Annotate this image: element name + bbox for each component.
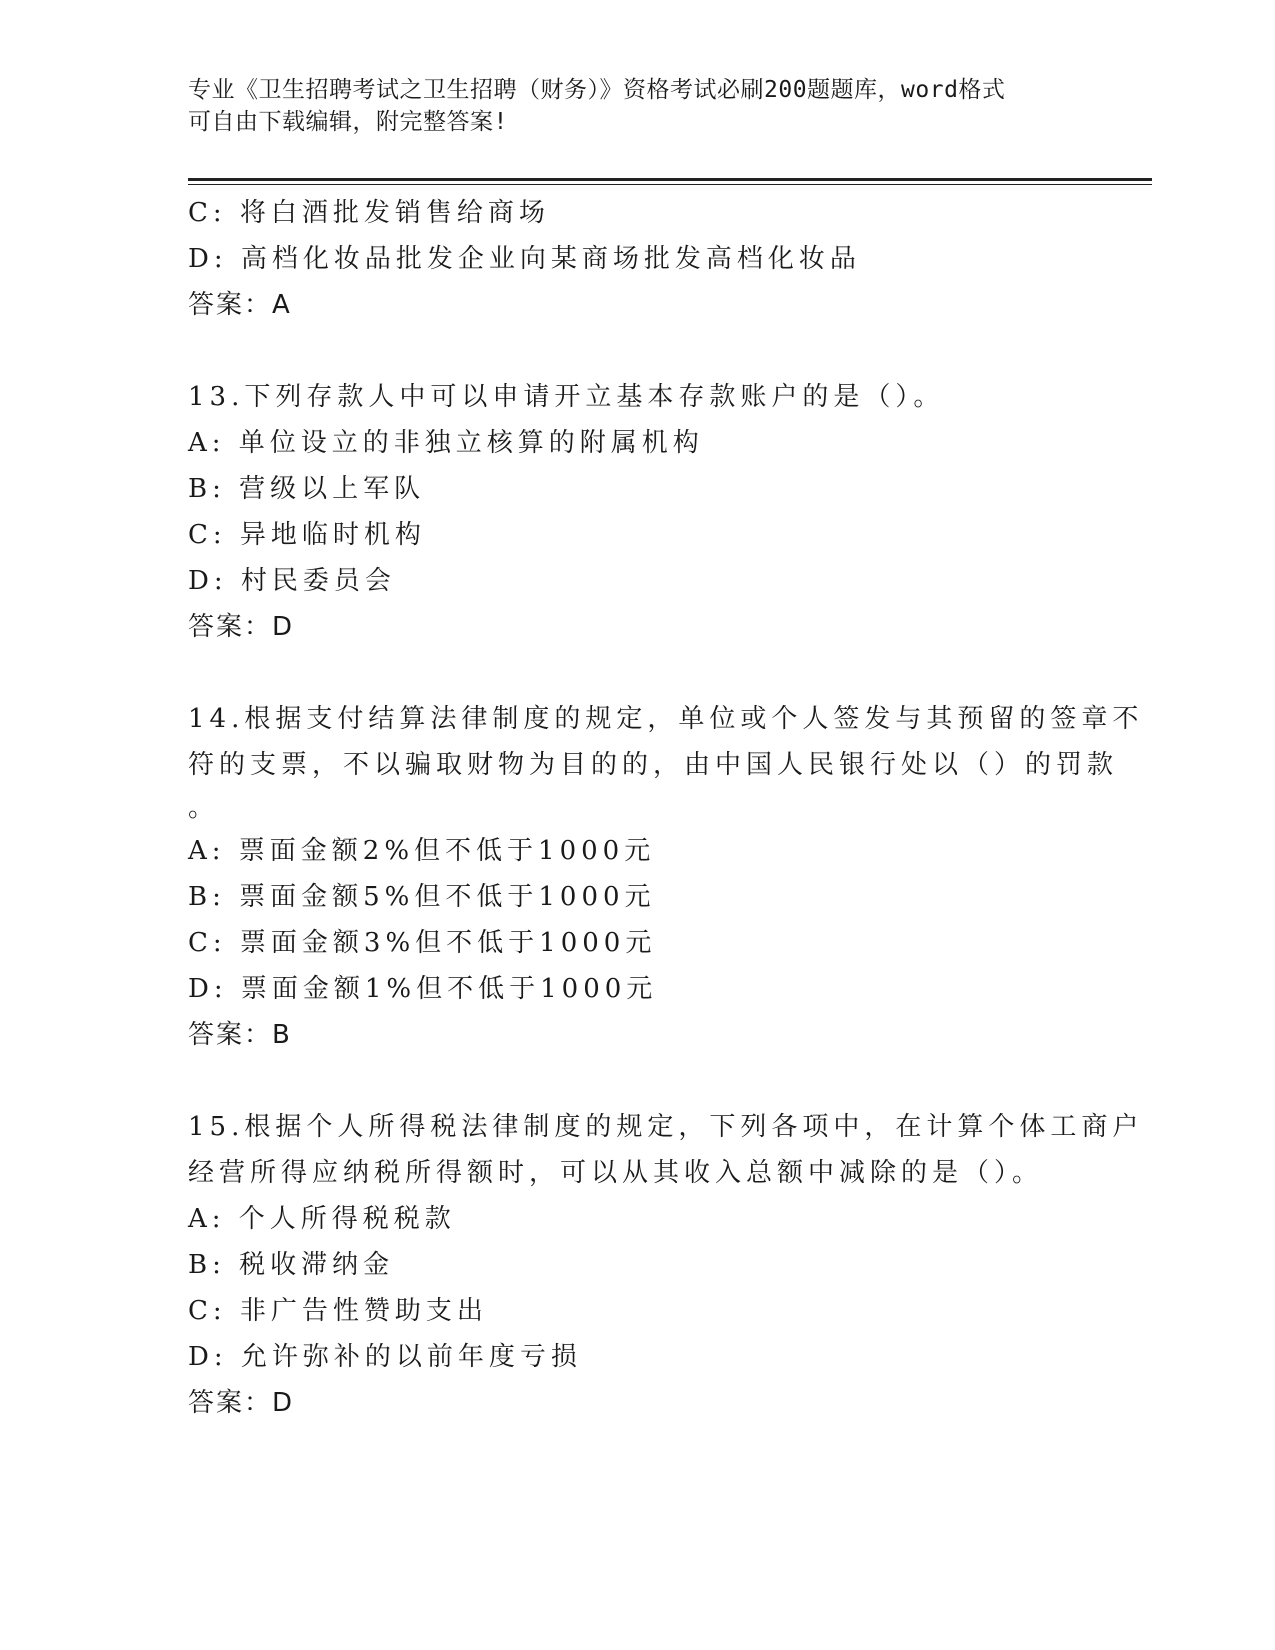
option-c: C: 将白酒批发销售给商场 [188, 198, 550, 228]
option-c: C: 非广告性赞助支出 [188, 1296, 488, 1326]
header-divider-thick [188, 178, 1152, 181]
option-c: C: 异地临时机构 [188, 520, 426, 550]
option-d: D: 村民委员会 [188, 566, 396, 596]
option-d: D: 票面金额1%但不低于1000元 [188, 974, 658, 1004]
question-13 [188, 374, 1088, 650]
question-14 [188, 696, 1144, 1058]
question-text: 13.下列存款人中可以申请开立基本存款账户的是（）。 [188, 382, 945, 412]
question-text-line-2: 符的支票，不以骗取财物为目的的，由中国人民银行处以（）的罚款 [188, 750, 1119, 780]
question-spacer [188, 1058, 1088, 1104]
answer-line: 答案：B [188, 1020, 292, 1050]
question-12 [188, 190, 1088, 328]
question-text-line-3: 。 [188, 793, 220, 823]
option-b: B: 营级以上军队 [188, 474, 426, 504]
document-header [188, 74, 1078, 138]
option-a: A: 票面金额2%但不低于1000元 [188, 836, 656, 866]
answer-line: 答案：A [188, 290, 292, 320]
header-line-2: 可自由下载编辑，附完整答案! [188, 109, 508, 135]
option-d: D: 高档化妆品批发企业向某商场批发高档化妆品 [188, 244, 861, 274]
option-c: C: 票面金额3%但不低于1000元 [188, 928, 657, 958]
question-list [188, 190, 1144, 1426]
question-text-line-1: 15.根据个人所得税法律制度的规定，下列各项中，在计算个体工商户 [188, 1112, 1144, 1142]
answer-line: 答案：D [188, 612, 295, 642]
option-b: B: 税收滞纳金 [188, 1250, 395, 1280]
question-spacer [188, 650, 1088, 696]
answer-line: 答案：D [188, 1388, 295, 1418]
option-d: D: 允许弥补的以前年度亏损 [188, 1342, 582, 1372]
question-text-line-1: 14.根据支付结算法律制度的规定，单位或个人签发与其预留的签章不 [188, 704, 1144, 734]
header-line-1: 专业《卫生招聘考试之卫生招聘（财务）》资格考试必刷200题题库，word格式 [188, 77, 1006, 103]
question-15 [188, 1104, 1144, 1426]
question-spacer [188, 328, 1088, 374]
option-a: A: 个人所得税税款 [188, 1204, 456, 1234]
option-b: B: 票面金额5%但不低于1000元 [188, 882, 656, 912]
option-a: A: 单位设立的非独立核算的附属机构 [188, 428, 704, 458]
header-divider-thin [188, 184, 1152, 185]
question-text-line-2: 经营所得应纳税所得额时，可以从其收入总额中减除的是（）。 [188, 1158, 1044, 1188]
